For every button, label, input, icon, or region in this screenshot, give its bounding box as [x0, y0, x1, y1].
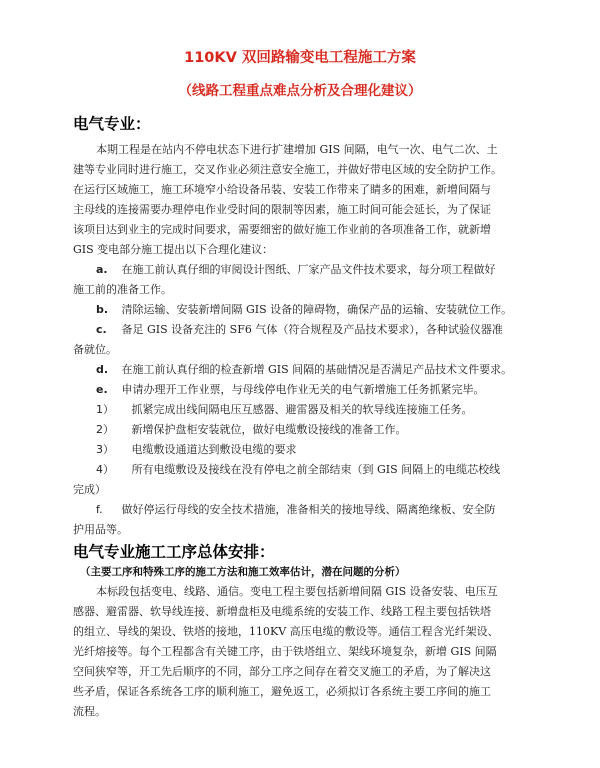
list-item: [96, 300, 512, 320]
list-item-continuation: 备就位。: [73, 343, 117, 356]
paragraph-line: 空间狭窄等，开工先后顺序的不同，部分工序之间存在着交叉施工的矛盾，为了解决这: [73, 665, 491, 678]
list-item-text: 电缆敷设通道达到敷设电缆的要求: [131, 443, 297, 456]
list-item-label: a.: [96, 263, 108, 276]
list-item-continuation: 护用品等。: [73, 523, 128, 536]
paragraph-line: GIS 变电部分施工提出以下合理化建议：: [73, 243, 274, 256]
paragraph-line: 本标段包括变电、线路、通信。变电工程主要包括新增间隔 GIS 设备安装、电压互: [96, 585, 498, 598]
list-item: [96, 500, 496, 520]
list-item-label: b.: [96, 303, 109, 316]
section-note: （主要工序和特殊工序的施工方法和施工效率估计，潜在问题的分析）: [80, 566, 406, 578]
list-item-text: 新增保护盘柜安装就位，做好电缆敷设接线的准备工作。: [131, 423, 407, 436]
paragraph-line: 在运行区域施工，施工环境窄小给设备吊装、安装工作带来了睛多的困难，新增间隔与: [73, 183, 491, 196]
list-item-label: e.: [96, 383, 108, 396]
paragraph-line: 的组立、导线的架设、铁塔的接地，110KV 高压电缆的敷设等。通信工程含光纤架设、: [73, 625, 499, 638]
list-item-label: c.: [96, 323, 107, 336]
list-item-text: 清除运输、安装新增间隔 GIS 设备的障碍物，确保产品的运输、安装就位工作。: [121, 303, 513, 316]
list-item-label: d.: [96, 363, 109, 376]
list-item: [96, 400, 473, 420]
paragraph-line: 些矛盾，保证各系统各工序的顺利施工，避免返工，必须拟订各系统主要工序间的施工: [73, 685, 491, 698]
list-item-continuation: 完成）: [73, 483, 106, 496]
list-item-text: 在施工前认真仔细的审阅设计图纸、厂家产品文件技术要求，每分项工程做好: [121, 263, 496, 276]
list-item-text: 抓紧完成出线间隔电压互感器、避雷器及相关的软导线连接施工任务。: [131, 403, 473, 416]
list-item-continuation: 施工前的准备工作。: [73, 283, 172, 296]
list-item-text: 在施工前认真仔细的检查新增 GIS 间隔的基础情况是否满足产品技术文件要求。: [121, 363, 513, 376]
list-item-text: 备足 GIS 设备充注的 SF6 气体（符合规程及产品技术要求），各种试验仪器准: [121, 323, 503, 336]
paragraph-line: 该项目达到业主的完成时间要求，需要细密的做好施工作业前的各项准备工作，就新增: [73, 223, 491, 236]
section-heading-schedule: 电气专业施工工序总体安排：: [73, 543, 275, 561]
paragraph-line: 光纤熔接等。每个工程都含有关键工序，由于铁塔组立、架线环境复杂，新增 GIS 间隔: [73, 645, 497, 658]
list-item-text: 所有电缆敷设及接线在没有停电之前全部结束（到 GIS 间隔上的电缆芯校线: [131, 463, 501, 476]
list-item-label: 2）: [96, 423, 114, 436]
list-item: [96, 320, 503, 340]
paragraph-line: 本期工程是在站内不停电状态下进行扩建增加 GIS 间隔，电气一次、电气二次、土: [96, 143, 498, 156]
paragraph-line: 建等专业同时进行施工，交叉作业必须注意安全施工，并做好带电区域的安全防护工作。: [73, 163, 502, 176]
document-subtitle: （线路工程重点难点分析及合理化建议）: [178, 83, 422, 99]
paragraph-line: 感器、避雷器、软导线连接、新增盘柜及电缆系统的安装工作、线路工程主要包括铁塔: [73, 605, 491, 618]
paragraph-line: 流程。: [73, 705, 106, 718]
section-heading-electrical: 电气专业：: [73, 115, 151, 133]
list-item: [96, 260, 496, 280]
list-item: [96, 380, 485, 400]
list-item-text: 做好停运行母线的安全技术措施，准备相关的接地导线、隔离绝缘板、安全防: [121, 503, 496, 516]
list-item-text: 申请办理开工作业票，与母线停电作业无关的电气新增施工任务抓紧完毕。: [121, 383, 485, 396]
list-item: [96, 460, 500, 480]
list-item-label: 4）: [96, 463, 114, 476]
list-item: [96, 420, 407, 440]
list-item-label: 3）: [96, 443, 114, 456]
document-title: 110KV 双回路输变电工程施工方案: [184, 50, 416, 66]
list-item-label: f.: [96, 503, 103, 516]
list-item: [96, 440, 297, 460]
list-item: [96, 360, 512, 380]
list-item-label: 1）: [96, 403, 114, 416]
paragraph-line: 主母线的连接需要办理停电作业受时间的限制等因素，施工时间可能会延长，为了保证: [73, 203, 491, 216]
